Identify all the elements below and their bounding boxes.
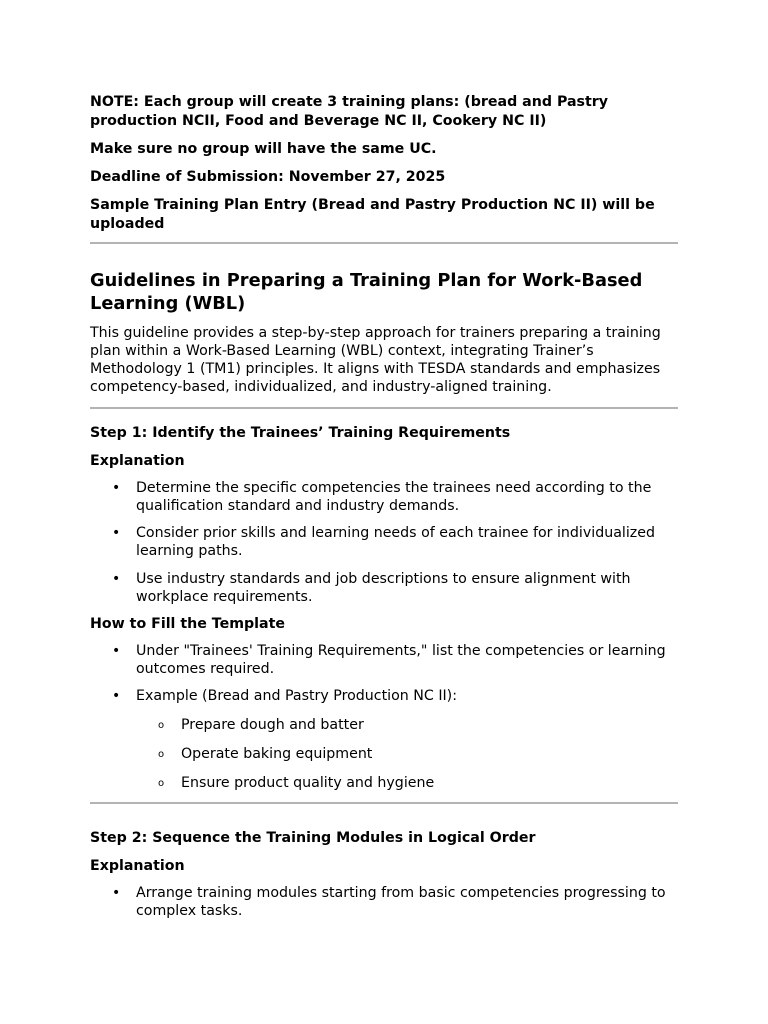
- bullet-icon: •: [112, 480, 121, 496]
- bullet-icon: •: [112, 643, 121, 659]
- list-item: [90, 774, 678, 792]
- list-item-text: Use industry standards and job descriptions to ensure alignment with workplace requirements.: [136, 571, 631, 605]
- list-item: [90, 687, 678, 705]
- list-item-text: Prepare dough and batter: [181, 717, 364, 733]
- list-item: [90, 570, 678, 606]
- document-content: [90, 93, 678, 920]
- step2-explanation-label: Explanation: [90, 858, 185, 874]
- step1-howto-label: How to Fill the Template: [90, 616, 285, 632]
- list-item-text: Determine the specific competencies the trainees need according to the qualification standard and industry demands.: [136, 480, 652, 514]
- list-item: [90, 745, 678, 763]
- step1-example-list: [90, 716, 678, 792]
- divider-1: [90, 242, 678, 244]
- guide-intro: This guideline provides a step-by-step approach for trainers preparing a training plan within a Work-Based Learning (WBL) context, integrating Trainer’s Methodology 1 (TM1) principles. It aligns with TESDA standards and emphasizes competency-based, individualized, and industry-aligned training.: [90, 325, 661, 395]
- list-item-text: Operate baking equipment: [181, 746, 373, 762]
- step1-explanation-list: [90, 479, 678, 606]
- list-item: [90, 884, 678, 920]
- bullet-icon: •: [112, 525, 121, 541]
- step2-heading: Step 2: Sequence the Training Modules in Logical Order: [90, 830, 536, 846]
- step2-explanation-list: [90, 884, 678, 920]
- guide-title: Guidelines in Preparing a Training Plan for Work-Based Learning (WBL): [90, 270, 643, 314]
- list-item-text: Under "Trainees' Training Requirements," list the competencies or learning outcomes required.: [136, 643, 666, 677]
- note-deadline: Deadline of Submission: November 27, 2025: [90, 169, 446, 185]
- circle-bullet-icon: o: [158, 749, 165, 760]
- list-item: [90, 716, 678, 734]
- bullet-icon: •: [112, 571, 121, 587]
- circle-bullet-icon: o: [158, 720, 165, 731]
- divider-2: [90, 407, 678, 409]
- note-unique-uc: Make sure no group will have the same UC.: [90, 141, 437, 157]
- step1-howto-list: [90, 642, 678, 705]
- note-training-plans: NOTE: Each group will create 3 training plans: (bread and Pastry production NCII, Food and Beverage NC II, Cookery NC II): [90, 94, 609, 129]
- divider-3: [90, 802, 678, 804]
- note-sample-entry: Sample Training Plan Entry (Bread and Pastry Production NC II) will be uploaded: [90, 197, 655, 232]
- list-item: [90, 642, 678, 678]
- list-item-text: Consider prior skills and learning needs of each trainee for individualized learning paths.: [136, 525, 655, 559]
- list-item-text: Ensure product quality and hygiene: [181, 775, 435, 791]
- circle-bullet-icon: o: [158, 778, 165, 789]
- list-item-text: Example (Bread and Pastry Production NC II):: [136, 688, 457, 704]
- bullet-icon: •: [112, 688, 121, 704]
- list-item-text: Arrange training modules starting from basic competencies progressing to complex tasks.: [136, 885, 666, 919]
- step1-heading: Step 1: Identify the Trainees’ Training Requirements: [90, 425, 511, 441]
- step1-explanation-label: Explanation: [90, 453, 185, 469]
- bullet-icon: •: [112, 885, 121, 901]
- list-item: [90, 479, 678, 515]
- list-item: [90, 524, 678, 560]
